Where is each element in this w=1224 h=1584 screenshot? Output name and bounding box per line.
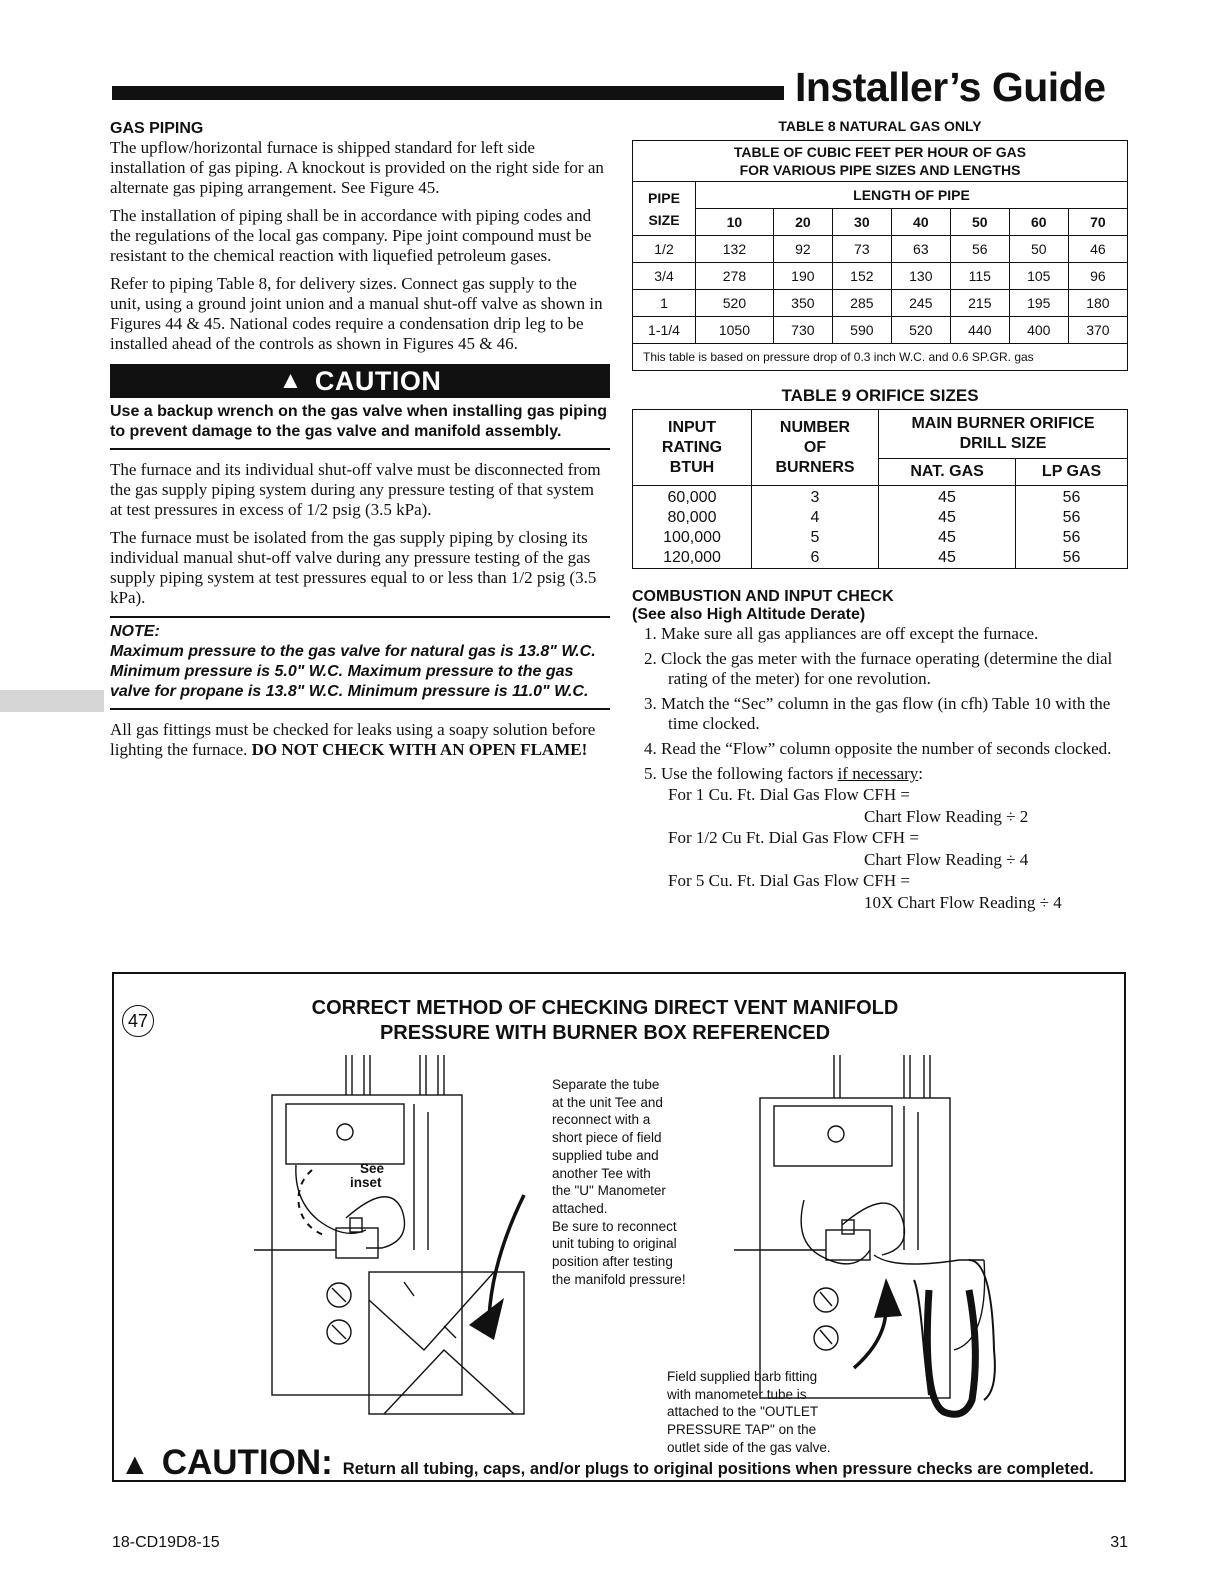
factor-line: For 1 Cu. Ft. Dial Gas Flow CFH =	[668, 785, 910, 804]
figure-caution-text: Return all tubing, caps, and/or plugs to original positions when pressure checks are completed.	[342, 1460, 1094, 1478]
caution-label: CAUTION	[314, 365, 442, 396]
left-curve-arrow	[469, 1195, 524, 1340]
table-cell: 45	[879, 508, 1016, 528]
table-cell: 6	[752, 548, 879, 569]
table-cell: 215	[950, 290, 1009, 317]
note-line: outlet side of the gas valve.	[667, 1439, 831, 1455]
instruction-line: position after testing	[552, 1254, 673, 1270]
figure-number: 47	[122, 1005, 154, 1037]
table8	[632, 140, 1128, 371]
instruction-line: the "U" Manometer	[552, 1183, 666, 1199]
see-inset-line: See	[360, 1161, 385, 1176]
header-line: INPUT	[668, 418, 716, 436]
instruction-line: attached.	[552, 1200, 608, 1216]
header-line: BTUH	[669, 458, 715, 476]
instruction-line: the manifold pressure!	[552, 1271, 686, 1287]
burners-header	[752, 410, 879, 486]
table-cell: 190	[773, 263, 832, 290]
factor-line: For 1/2 Cu Ft. Dial Gas Flow CFH =	[668, 828, 919, 847]
main-burner-header: MAIN BURNER ORIFICE DRILL SIZE	[879, 410, 1128, 459]
instruction-line: short piece of field	[552, 1130, 662, 1146]
paragraph: Refer to piping Table 8, for delivery sizes. Connect gas supply to the unit, using a ground joint union and a manual shut-off valve as shown in Figures 44 & 45. National codes require a condensation drip leg to be installed ahead of the controls as shown in Figures 45 & 46.	[110, 274, 603, 353]
page-title: Installer’s Guide	[795, 64, 1106, 110]
table-cell: 180	[1068, 290, 1127, 317]
table8-caption: TABLE 8 NATURAL GAS ONLY	[778, 118, 982, 134]
table-cell: 4	[752, 508, 879, 528]
note-box	[110, 616, 610, 710]
pipe-size-cell: 1	[633, 290, 696, 317]
paragraph: The installation of piping shall be in accordance with piping codes and the regulations of the local gas company. Pipe joint compound must be resistant to the chemical reaction with liquefied petroleum gases.	[110, 206, 592, 265]
step5-text: 5. Use the following factors	[644, 764, 834, 783]
figure-caution	[120, 1443, 1094, 1483]
table8-title	[633, 141, 1128, 182]
note-text: Maximum pressure to the gas valve for natural gas is 13.8" W.C. Minimum pressure is 5.0" W.C. Maximum pressure to the gas valve for propane is 13.8" W.C. Minimum pressure is 11.0" W.C.	[110, 643, 596, 700]
header-line: OF	[803, 438, 827, 456]
table-row	[633, 290, 1128, 317]
list-item: 2. Clock the gas meter with the furnace operating (determine the dial rating of the meter) for one revolution.	[644, 649, 1113, 688]
figure-title	[230, 996, 980, 1046]
list-item: 5. Use the following factors if necessary:	[644, 764, 924, 783]
table8-footnote: This table is based on pressure drop of 0.3 inch W.C. and 0.6 SP.GR. gas	[633, 344, 1128, 371]
table-cell: 100,000	[633, 528, 752, 548]
pipe-size-cell: 3/4	[633, 263, 696, 290]
page-number: 31	[1110, 1534, 1128, 1551]
table-cell: 80,000	[633, 508, 752, 528]
table-cell: 73	[832, 236, 891, 263]
note-line: attached to the "OUTLET	[667, 1404, 819, 1420]
length-col: 20	[773, 209, 832, 236]
table-cell: 520	[696, 290, 774, 317]
caution-banner	[110, 364, 610, 398]
instruction-line: reconnect with a	[552, 1112, 651, 1128]
table-row	[633, 548, 1128, 569]
header-line: NUMBER	[779, 418, 851, 436]
factor-result: Chart Flow Reading ÷ 4	[864, 849, 1029, 869]
table-cell: 96	[1068, 263, 1127, 290]
pipe-label: PIPE	[648, 189, 680, 206]
table-cell: 132	[696, 236, 774, 263]
gas-piping-heading: GAS PIPING	[110, 120, 204, 137]
table-cell: 115	[950, 263, 1009, 290]
instruction-line: supplied tube and	[552, 1147, 659, 1163]
leak-check-text: All gas fittings must be checked for leaks using a soapy solution before lighting the furnace.	[110, 720, 596, 759]
instruction-line: Be sure to reconnect	[552, 1218, 677, 1234]
table-row	[633, 486, 1128, 509]
table-cell: 152	[832, 263, 891, 290]
warning-icon: ▲	[120, 1448, 150, 1481]
left-furnace-drawing	[254, 1055, 524, 1414]
table-cell: 50	[1009, 236, 1068, 263]
length-col: 50	[950, 209, 1009, 236]
table-row	[633, 528, 1128, 548]
table-cell: 56	[1016, 528, 1128, 548]
table9	[632, 409, 1128, 569]
table-cell: 278	[696, 263, 774, 290]
table-cell: 45	[879, 528, 1016, 548]
table-cell: 195	[1009, 290, 1068, 317]
list-item: 3. Match the “Sec” column in the gas flow (in cfh) Table 10 with the time clocked.	[644, 694, 1111, 733]
instruction-line: another Tee with	[552, 1165, 651, 1181]
length-col: 70	[1068, 209, 1127, 236]
table-cell: 130	[891, 263, 950, 290]
table-cell: 1050	[696, 317, 774, 344]
table-cell: 56	[950, 236, 1009, 263]
caution-text: Use a backup wrench on the gas valve when installing gas piping to prevent damage to the gas valve and manifold assembly.	[110, 398, 610, 450]
header-rule	[112, 86, 784, 100]
separate-tube-instructions	[552, 1076, 686, 1288]
table-cell: 63	[891, 236, 950, 263]
table-cell: 730	[773, 317, 832, 344]
document-number: 18-CD19D8-15	[112, 1534, 220, 1551]
list-item: 1. Make sure all gas appliances are off except the furnace.	[644, 624, 1039, 643]
left-column	[110, 120, 610, 768]
table-cell: 370	[1068, 317, 1127, 344]
table-cell: 440	[950, 317, 1009, 344]
combustion-heading: COMBUSTION AND INPUT CHECK	[632, 588, 894, 605]
see-inset-line: inset	[350, 1175, 382, 1190]
table-cell: 520	[891, 317, 950, 344]
table-cell: 45	[879, 548, 1016, 569]
instruction-line: unit tubing to original	[552, 1236, 677, 1252]
figure-title-line: PRESSURE WITH BURNER BOX REFERENCED	[379, 1022, 831, 1044]
nat-gas-header: NAT. GAS	[879, 459, 1016, 486]
right-curve-arrow	[854, 1278, 902, 1368]
table-row	[633, 236, 1128, 263]
table-cell: 350	[773, 290, 832, 317]
input-rating-header	[633, 410, 752, 486]
pipe-size-header	[633, 182, 696, 236]
table-cell: 105	[1009, 263, 1068, 290]
pipe-size-cell: 1/2	[633, 236, 696, 263]
factor-result: 10X Chart Flow Reading ÷ 4	[864, 892, 1062, 912]
table-row	[633, 317, 1128, 344]
steps-list	[632, 624, 1122, 784]
see-inset-label	[350, 1162, 384, 1190]
length-col: 10	[696, 209, 774, 236]
table-cell: 45	[879, 486, 1016, 509]
figure-title-line: CORRECT METHOD OF CHECKING DIRECT VENT MANIFOLD	[311, 997, 899, 1019]
factor-result: Chart Flow Reading ÷ 2	[864, 806, 1029, 826]
length-header: LENGTH OF PIPE	[696, 182, 1128, 209]
table-cell: 400	[1009, 317, 1068, 344]
right-furnace-drawing	[734, 1055, 985, 1398]
table-cell: 46	[1068, 236, 1127, 263]
table8-title-line: FOR VARIOUS PIPE SIZES AND LENGTHS	[739, 162, 1021, 178]
step5-underlined: if necessary	[837, 764, 919, 783]
paragraph: The furnace must be isolated from the gas supply piping by closing its individual manual shut-off valve during any pressure testing of the gas supply piping system at test pressures equal to or less than 1/2 psig (3.5 kPa).	[110, 528, 597, 607]
paragraph: The furnace and its individual shut-off valve must be disconnected from the gas supply piping system during any pressure testing of that system at test pressures in excess of 1/2 psig (3.5 kPa).	[110, 460, 601, 519]
table-cell: 56	[1016, 548, 1128, 569]
side-tab-marker	[0, 690, 104, 712]
length-col: 30	[832, 209, 891, 236]
note-line: PRESSURE TAP" on the	[667, 1422, 817, 1438]
size-label: SIZE	[648, 211, 680, 228]
instruction-line: Separate the tube	[552, 1077, 660, 1092]
lp-gas-header: LP GAS	[1016, 459, 1128, 486]
note-line: Field supplied barb fitting	[667, 1369, 818, 1384]
table-cell: 3	[752, 486, 879, 509]
table9-caption: TABLE 9 ORIFICE SIZES	[781, 386, 979, 405]
paragraph	[110, 720, 610, 760]
table-cell: 245	[891, 290, 950, 317]
factor-line: For 5 Cu. Ft. Dial Gas Flow CFH =	[668, 871, 910, 890]
paragraph: The upflow/horizontal furnace is shipped standard for left side installation of gas piping. A knockout is provided on the right side for an alternate gas piping arrangement. See Figure 45.	[110, 138, 604, 197]
instruction-line: at the unit Tee and	[552, 1094, 663, 1110]
header-line: RATING	[661, 438, 723, 456]
table-cell: 5	[752, 528, 879, 548]
factors-block	[632, 784, 1122, 913]
table-row	[633, 263, 1128, 290]
table-cell: 56	[1016, 508, 1128, 528]
table-cell: 92	[773, 236, 832, 263]
combustion-section	[632, 588, 1122, 913]
note-label: NOTE:	[110, 623, 160, 640]
table-cell: 590	[832, 317, 891, 344]
table-cell: 120,000	[633, 548, 752, 569]
length-col: 60	[1009, 209, 1068, 236]
table8-title-line: TABLE OF CUBIC FEET PER HOUR OF GAS	[733, 144, 1027, 160]
combustion-subheading: (See also High Altitude Derate)	[632, 606, 866, 623]
length-col: 40	[891, 209, 950, 236]
header-line: BURNERS	[775, 458, 855, 476]
table-cell: 60,000	[633, 486, 752, 509]
warning-icon: ▲	[278, 367, 303, 394]
list-item: 4. Read the “Flow” column opposite the number of seconds clocked.	[644, 739, 1112, 758]
table-row	[633, 508, 1128, 528]
open-flame-warning: DO NOT CHECK WITH AN OPEN FLAME!	[251, 740, 588, 759]
note-line: with manometer tube is	[667, 1386, 807, 1402]
manometer-u-tube	[914, 1260, 995, 1414]
pipe-size-cell: 1-1/4	[633, 317, 696, 344]
figure-caution-label: CAUTION:	[161, 1443, 333, 1482]
table-cell: 56	[1016, 486, 1128, 509]
table-cell: 285	[832, 290, 891, 317]
